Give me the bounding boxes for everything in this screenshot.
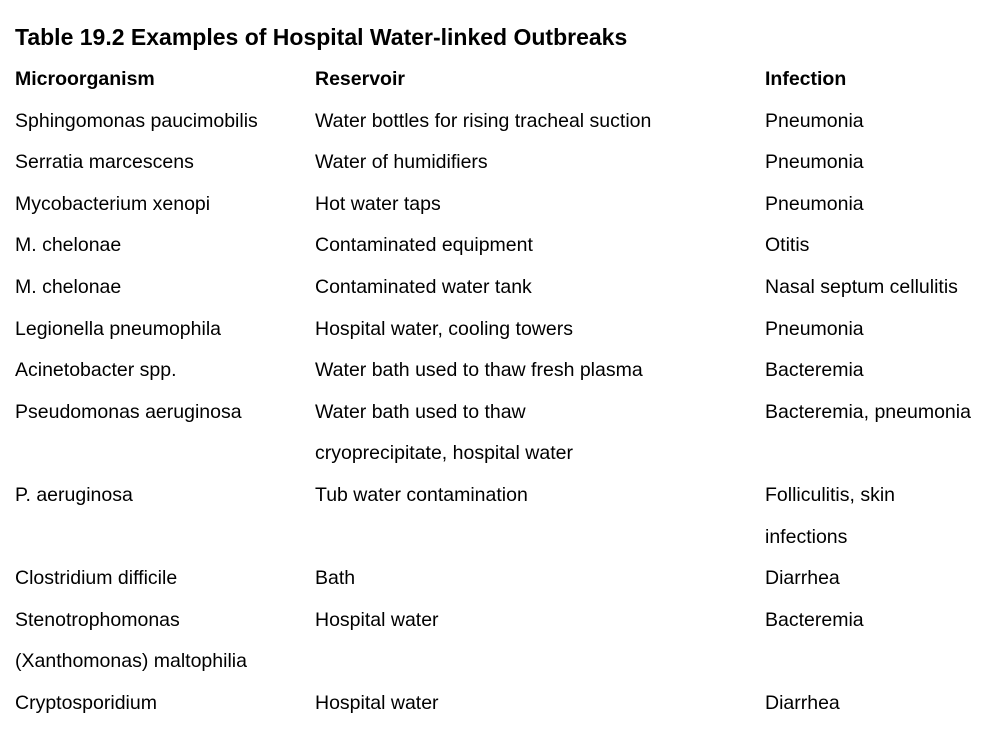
cell-infection <box>765 267 995 309</box>
cell-microorganism-line: P. aeruginosa <box>15 483 133 506</box>
cell-infection <box>765 225 995 267</box>
table-row <box>15 475 995 558</box>
cell-reservoir <box>315 267 765 309</box>
cell-reservoir <box>315 350 765 392</box>
table-body <box>15 101 995 725</box>
cell-microorganism-line: Serratia marcescens <box>15 151 194 174</box>
cell-microorganism-line: (Xanthomonas) maltophilia <box>15 650 247 673</box>
cell-reservoir <box>315 184 765 226</box>
cell-reservoir <box>315 558 765 600</box>
cell-reservoir-line: Water bath used to thaw fresh plasma <box>315 359 643 382</box>
cell-infection <box>765 558 995 600</box>
cell-infection <box>765 101 995 143</box>
cell-infection <box>765 683 995 725</box>
cell-microorganism-line: Legionella pneumophila <box>15 317 221 340</box>
cell-microorganism <box>15 101 315 143</box>
cell-microorganism-line: Acinetobacter spp. <box>15 359 177 382</box>
table-row <box>15 184 995 226</box>
cell-infection <box>765 392 995 475</box>
cell-infection-line: Bacteremia <box>765 359 864 382</box>
cell-reservoir <box>315 225 765 267</box>
table-header-row <box>15 59 995 101</box>
cell-reservoir <box>315 392 765 475</box>
cell-reservoir-line: cryoprecipitate, hospital water <box>315 442 573 465</box>
cell-infection <box>765 600 995 683</box>
cell-microorganism <box>15 683 315 725</box>
cell-microorganism <box>15 600 315 683</box>
table-row <box>15 267 995 309</box>
cell-microorganism-line: M. chelonae <box>15 234 122 257</box>
cell-reservoir <box>315 475 765 558</box>
cell-reservoir-line: Bath <box>315 567 356 590</box>
cell-reservoir-line: Hospital water <box>315 608 439 631</box>
cell-infection <box>765 184 995 226</box>
cell-infection <box>765 475 995 558</box>
outbreaks-table <box>15 59 995 725</box>
cell-microorganism-line: Pseudomonas aeruginosa <box>15 400 242 423</box>
cell-infection-line: Diarrhea <box>765 567 840 590</box>
cell-reservoir <box>315 683 765 725</box>
cell-microorganism <box>15 142 315 184</box>
cell-microorganism-line: Mycobacterium xenopi <box>15 192 211 215</box>
table-row <box>15 392 995 475</box>
header-infection: Infection <box>765 68 847 90</box>
table-row <box>15 309 995 351</box>
cell-reservoir-line: Water bath used to thaw <box>315 400 526 423</box>
cell-microorganism <box>15 558 315 600</box>
cell-microorganism-line: Sphingomonas paucimobilis <box>15 109 258 132</box>
header-microorganism: Microorganism <box>15 68 155 90</box>
cell-microorganism-line: Cryptosporidium <box>15 691 157 714</box>
cell-microorganism <box>15 267 315 309</box>
table-row <box>15 600 995 683</box>
cell-infection-line: Pneumonia <box>765 109 864 132</box>
cell-microorganism-line: M. chelonae <box>15 275 122 298</box>
cell-infection <box>765 142 995 184</box>
cell-infection-line: Nasal septum cellulitis <box>765 275 958 298</box>
cell-microorganism-line: Clostridium difficile <box>15 567 178 590</box>
cell-microorganism <box>15 309 315 351</box>
table-row <box>15 558 995 600</box>
table-row <box>15 101 995 143</box>
table-row <box>15 225 995 267</box>
cell-reservoir-line: Water of humidifiers <box>315 151 488 174</box>
cell-infection-line: Pneumonia <box>765 317 864 340</box>
table-title: Table 19.2 Examples of Hospital Water-linked Outbreaks <box>15 24 628 50</box>
cell-reservoir <box>315 600 765 683</box>
cell-infection-line: infections <box>765 525 848 548</box>
cell-infection-line: Bacteremia <box>765 608 864 631</box>
cell-reservoir <box>315 101 765 143</box>
cell-reservoir-line: Hospital water, cooling towers <box>315 317 573 340</box>
table-row <box>15 142 995 184</box>
cell-microorganism-line: Stenotrophomonas <box>15 608 180 631</box>
cell-reservoir-line: Hot water taps <box>315 192 441 215</box>
cell-reservoir-line: Tub water contamination <box>315 483 528 506</box>
cell-infection-line: Pneumonia <box>765 151 864 174</box>
cell-microorganism <box>15 475 315 558</box>
cell-reservoir <box>315 142 765 184</box>
cell-microorganism <box>15 392 315 475</box>
cell-microorganism <box>15 350 315 392</box>
cell-infection-line: Bacteremia, pneumonia <box>765 400 971 423</box>
header-reservoir: Reservoir <box>315 68 405 90</box>
cell-reservoir-line: Water bottles for rising tracheal suction <box>315 109 652 132</box>
cell-microorganism <box>15 184 315 226</box>
cell-reservoir-line: Contaminated water tank <box>315 275 532 298</box>
cell-infection-line: Folliculitis, skin <box>765 483 896 506</box>
cell-reservoir-line: Contaminated equipment <box>315 234 533 257</box>
cell-infection <box>765 309 995 351</box>
cell-reservoir-line: Hospital water <box>315 691 439 714</box>
cell-infection-line: Diarrhea <box>765 691 840 714</box>
cell-infection-line: Pneumonia <box>765 192 864 215</box>
cell-microorganism <box>15 225 315 267</box>
table-row <box>15 350 995 392</box>
cell-infection <box>765 350 995 392</box>
cell-reservoir <box>315 309 765 351</box>
table-row <box>15 683 995 725</box>
cell-infection-line: Otitis <box>765 234 810 257</box>
